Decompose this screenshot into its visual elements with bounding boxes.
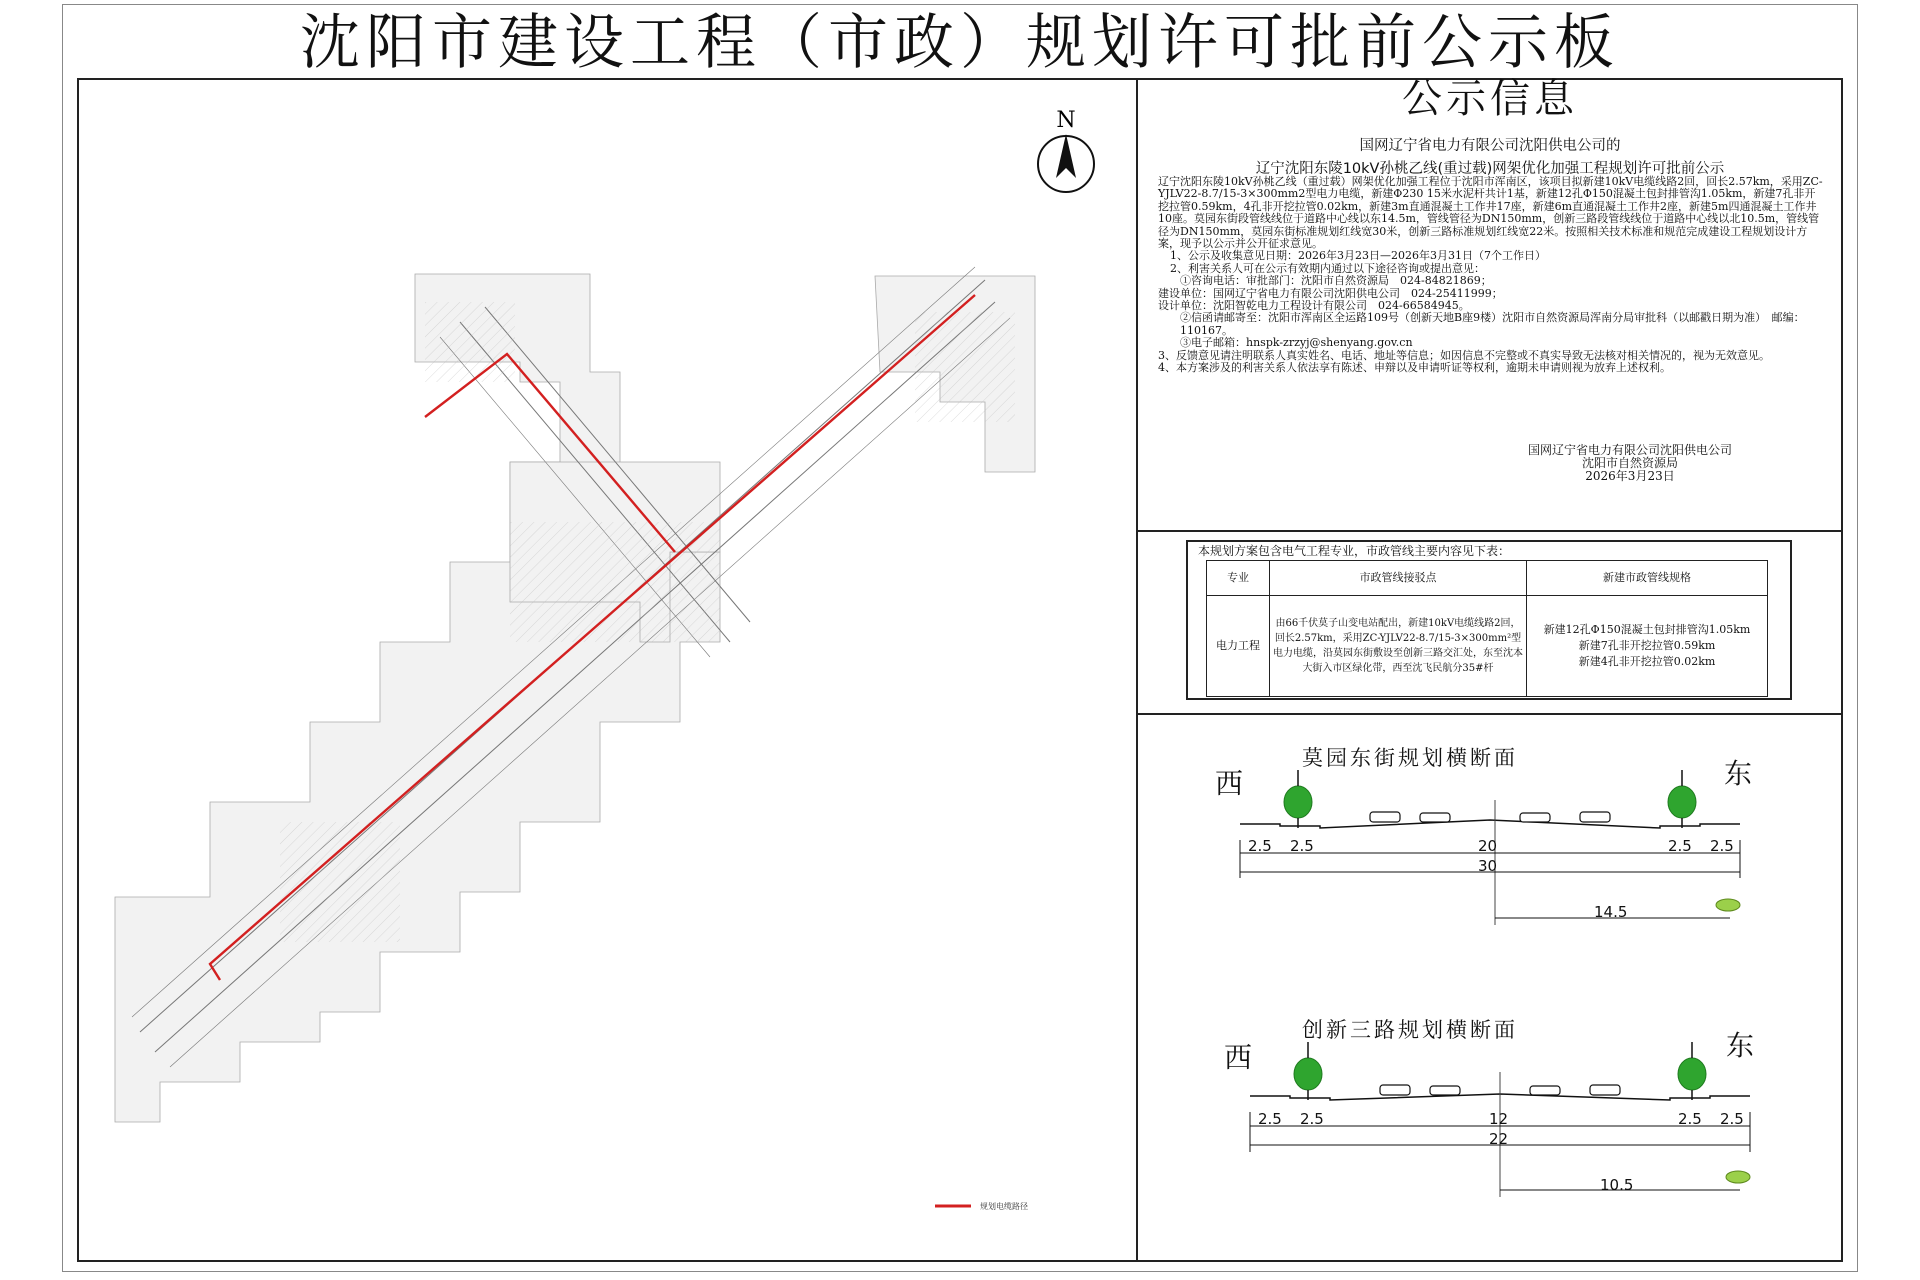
- table-cell-connection: 由66千伏莫子山变电站配出，新建10kV电缆线路2回，回长2.57km，采用ZC-YJLV22-8.7/15-3×300mm²型电力电缆，沿莫园东街敷设至创新三路交汇处，东至沈本大街入市区绿化带，西至沈飞民航分35#杆: [1270, 596, 1527, 697]
- spec-line: 新建4孔非开挖拉管0.02km: [1578, 655, 1716, 668]
- table-header-row: [1207, 561, 1768, 596]
- signature-line: 2026年3月23日: [1585, 469, 1675, 483]
- dimension-label: 20: [1478, 837, 1498, 855]
- divider-info-table: [1136, 530, 1843, 532]
- info-item: 建设单位：国网辽宁省电力有限公司沈阳供电公司 024-25411999；: [1158, 286, 1503, 300]
- dimension-label: 2.5: [1258, 1110, 1282, 1128]
- info-item: 设计单位：沈阳智乾电力工程设计有限公司 024-66584945。: [1158, 299, 1470, 313]
- dimension-label: 2.5: [1678, 1110, 1702, 1128]
- info-item: ②信函请邮寄至：沈阳市浑南区全运路109号（创新天地B座9楼）沈阳市自然资源局浑南分局审批科（以邮戳日期为准） 邮编：110167。: [1180, 311, 1805, 337]
- dimension-offset: 10.5: [1600, 1176, 1634, 1194]
- cross-section-title: 创新三路规划横断面: [1302, 1018, 1518, 1042]
- info-item: ①咨询电话：审批部门：沈阳市自然资源局 024-84821869；: [1180, 274, 1492, 288]
- info-body: [1158, 176, 1826, 375]
- table-header-cell: 市政管线接驳点: [1270, 561, 1527, 596]
- board-title: 沈阳市建设工程（市政）规划许可批前公示板: [300, 8, 1620, 78]
- info-heading-line2: 辽宁沈阳东陵10kV孙桃乙线(重过载)网架优化加强工程规划许可批前公示: [1255, 161, 1725, 177]
- direction-east: 东: [1726, 1029, 1755, 1062]
- divider-table-sections: [1136, 713, 1843, 715]
- north-label: N: [1056, 108, 1076, 133]
- legend-label: 规划电缆路径: [980, 1202, 1028, 1211]
- info-item: ③电子邮箱：hnspk-zrzyj@shenyang.gov.cn: [1180, 336, 1413, 350]
- signature-line: 沈阳市自然资源局: [1581, 456, 1678, 470]
- info-section-title: 公示信息: [1402, 76, 1578, 122]
- spec-line: 新建12孔Φ150混凝土包封排管沟1.05km: [1543, 623, 1751, 636]
- info-paragraph: 辽宁沈阳东陵10kV孙桃乙线（重过载）网架优化加强工程位于沈阳市浑南区，该项目拟新建10kV电缆线路2回，回长2.57km，采用ZC-YJLV22-8.7/15-3×300mm2型电力电缆，新建Φ230 15米水泥杆共计1基，新建12孔Φ150混凝土包封排管沟1.05km，新建7孔非开挖拉管0.59km，4孔非开挖拉管0.02km，新建3m直通混凝土工作井17座，新建6m直通混凝土工作井2座，新建5m四通混凝土工作井10座。莫园东街段管线线位于道路中心线以东14.5m，管线管径为DN150mm，创新三路段管线线位于道路中心线以北10.5m，管线管径为DN150mm，莫园东街标准规划红线宽30米，创新三路标准规划红线宽22米。按照相关技术标准和规范完成建设工程规划设计方案，现予以公示并公开征求意见。: [1158, 175, 1823, 251]
- pipe-table-intro: 本规划方案包含电气工程专业，市政管线主要内容见下表：: [1198, 544, 1511, 558]
- map-background: [115, 274, 1035, 1122]
- info-item: 1、公示及收集意见日期：2026年3月23日—2026年3月31日（7个工作日）: [1170, 249, 1546, 263]
- table-header-cell: 专业: [1207, 561, 1270, 596]
- dimension-label: 2.5: [1290, 837, 1314, 855]
- dimension-total: 22: [1489, 1130, 1509, 1148]
- dimension-label: 2.5: [1668, 837, 1692, 855]
- signature-line: 国网辽宁省电力有限公司沈阳供电公司: [1527, 443, 1732, 457]
- direction-east: 东: [1724, 757, 1753, 790]
- info-item: 2、利害关系人可在公示有效期内通过以下途径咨询或提出意见：: [1170, 261, 1485, 275]
- map-legend: [935, 1201, 1028, 1211]
- dimension-label: 12: [1489, 1110, 1509, 1128]
- table-header-cell: 新建市政管线规格: [1527, 561, 1768, 596]
- table-cell-spec: [1527, 596, 1768, 697]
- signature-block: [1480, 444, 1780, 483]
- dimension-total: 30: [1478, 857, 1498, 875]
- pipe-table: [1206, 560, 1768, 697]
- direction-west: 西: [1224, 1041, 1253, 1074]
- spec-line: 新建7孔非开挖拉管0.59km: [1578, 639, 1716, 652]
- north-arrow: [1038, 108, 1094, 192]
- cross-section-title: 莫园东街规划横断面: [1302, 746, 1518, 770]
- dimension-label: 2.5: [1300, 1110, 1324, 1128]
- vertical-divider: [1136, 78, 1138, 1262]
- dimension-label: 2.5: [1710, 837, 1734, 855]
- dimension-label: 2.5: [1248, 837, 1272, 855]
- table-row: [1207, 596, 1768, 697]
- dimension-offset: 14.5: [1594, 903, 1628, 921]
- direction-west: 西: [1215, 767, 1244, 800]
- table-cell-specialty: 电力工程: [1207, 596, 1270, 697]
- route-map: [80, 82, 1134, 1258]
- info-item: 3、反馈意见请注明联系人真实姓名、电话、地址等信息；如因信息不完整或不真实导致无法核对相关情况的，视为无效意见。: [1158, 348, 1770, 362]
- info-item: 4、本方案涉及的利害关系人依法享有陈述、申辩以及申请听证等权利，逾期未申请则视为放弃上述权利。: [1158, 361, 1671, 375]
- info-heading-line1: 国网辽宁省电力有限公司沈阳供电公司的: [1359, 138, 1621, 154]
- dimension-label: 2.5: [1720, 1110, 1744, 1128]
